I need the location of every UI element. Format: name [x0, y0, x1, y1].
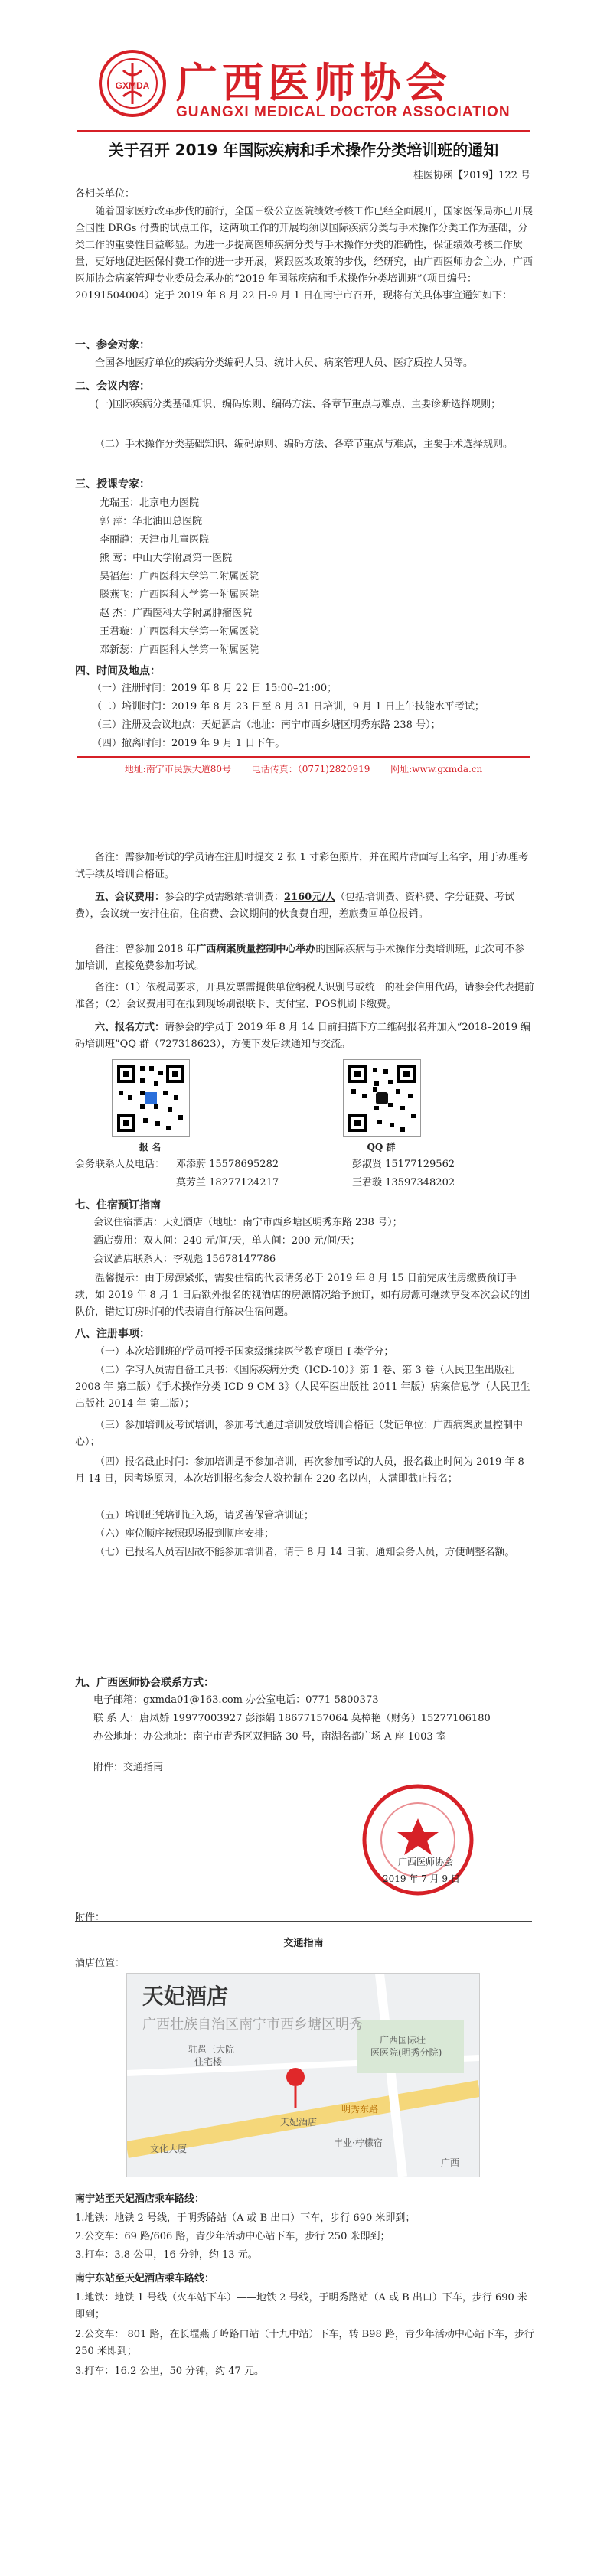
exam-note-b: 的国际疾病与手术操作分类培训班，此次可不参加培训，直接免费参加考试。 [75, 944, 525, 972]
notice-title: 关于召开 2019 年国际疾病和手术操作分类培训班的通知 [108, 141, 499, 159]
intro-paragraph: 随着国家医疗改革步伐的前行，全国三级公立医院绩效考核工作已经全面展开，国家医保局亦已开展全国性 DRGs 付费的试点工作，这两项工作的开展均须以国际疾病分类与手术操作分类工作为基础，分类工作的重要性日益彰显。为进一步提高医师疾病分类与手术操作分类的准确性，保证绩效考核工作质量，更好地促进医保付费工作的进一步开展，紧跟医改政策的步伐，经研究，由广西医师协会主办，广西医师协会病案管理专业委员会承办的“2019 年国际疾病和手术操作分类培训班”（项目编号：20191504004）定于 2019 年 8 月 22 日-9 月 1 日在南宁市召开，现将有关具体事宜通知如下： [75, 206, 534, 302]
section-2-heading: 二、会议内容： [75, 380, 150, 393]
contact-address: 办公地址：办公地址：南宁市青秀区双拥路 30 号，南湖名都广场 A 座 1003 室 [93, 1731, 446, 1743]
map-label: 明秀东路 [341, 2104, 379, 2115]
exam-note-bold: 广西病案质量控制中心举办 [196, 944, 316, 955]
registration-item: （一）本次培训班的学员可授予国家级继续医学教育项目 I 类学分； [95, 1346, 394, 1358]
map-label: 广西国际壮 [380, 2035, 426, 2046]
map-address-text: 广西壮族自治区南宁市西乡塘区明秀 [142, 2017, 363, 2033]
section-8-heading: 八、注册事项： [75, 1328, 150, 1340]
appendix-title: 交通指南 [283, 1938, 324, 1949]
hotel-info: 会议住宿酒店：天妃酒店（地址：南宁市西乡塘区明秀东路 238 号）； [93, 1217, 403, 1228]
expert-item: 郭 萍：华北油田总医院 [100, 516, 203, 527]
section-7-heading: 七、住宿预订指南 [75, 1199, 161, 1211]
org-name-en: GUANGXI MEDICAL DOCTOR ASSOCIATION [176, 104, 511, 120]
map-hotel-name: 天妃酒店 [142, 1984, 229, 2009]
exam-note-a: 备注：曾参加 2018 年 [95, 944, 197, 955]
registration-item: （五）培训班凭培训证入场，请妥善保管培训证； [95, 1510, 315, 1521]
expert-item: 赵 杰：广西医科大学附属肿瘤医院 [100, 608, 253, 619]
association-logo-icon [98, 49, 167, 118]
registration-qr-code-icon[interactable] [112, 1059, 190, 1137]
hotel-tip: 温馨提示：由于房源紧张，需要住宿的代表请务必于 2019 年 8 月 15 日前完成住房缴费预订手续，如 2019 年 8 月 1 日后额外报名的视酒店的房源情况给予预订，如有房源可继续享受本次会议的团队价，错过订房时间的代表请自行解决住宿问题。 [75, 1273, 530, 1318]
contact-item: 莫芳兰 18277124217 [176, 1177, 279, 1189]
exam-note [75, 941, 534, 975]
expert-item: 李丽静：天津市儿童医院 [100, 534, 210, 546]
hotel-location-label: 酒店位置： [75, 1958, 126, 1969]
schedule-item: （三）注册及会议地点：天妃酒店（地址：南宁市西乡塘区明秀东路 238 号）； [92, 719, 441, 731]
map-label: 文化大厦 [150, 2144, 188, 2154]
contact-item: 彭淑贤 15177129562 [352, 1159, 455, 1170]
appendix-label: 附件： [75, 1912, 106, 1923]
schedule-item: （一）注册时间：2019 年 8 月 22 日 15:00–21:00； [92, 683, 338, 694]
invoice-note: 备注：（1）依税局要求，开具发票需提供单位纳税人识别号或统一的社会信用代码，请参会代表提前准备；（2）会议费用可在报到现场刷银联卡、支付宝、POS机刷卡缴费。 [75, 982, 534, 1010]
header-rule [77, 130, 530, 132]
registration-item: （二）学习人员需自备工具书：《国际疾病分类（ICD-10）》第 1 卷、第 3 卷（人民卫生出版社 2008 年 第二版）《手术操作分类 ICD-9-CM-3》（人民军医出版社 2011 年版）病案信息学（人民卫生出版社 2014 年 第二版）； [75, 1365, 530, 1410]
qq-group-qr-label: QQ 群 [367, 1142, 396, 1153]
map-label: 医医院(明秀分院) [370, 2047, 442, 2058]
page-footer [0, 762, 607, 775]
appendix-divider [75, 1921, 532, 1922]
salutation: 各相关单位： [75, 188, 135, 200]
section-6-text: 请参会的学员于 2019 年 8 月 14 日前扫描下方二维码报名并加入“2018–2019 编码培训班”QQ 群（727318623），方便下发后续通知与交流。 [75, 1022, 531, 1050]
section-2-item-1: (一)国际疾病分类基础知识、编码原则、编码方法、各章节重点与难点、主要诊断选择规则； [95, 399, 501, 410]
contact-item: 王君璇 13597348202 [352, 1177, 455, 1189]
hotel-location-map[interactable] [126, 1973, 480, 2177]
section-5-paragraph [75, 889, 534, 923]
registration-item: （七）已报名人员若因故不能参加培训者，请于 8 月 14 日前，通知会务人员，方便调整名额。 [95, 1547, 515, 1558]
section-9-heading: 九、广西医师协会联系方式： [75, 1677, 214, 1689]
route-2-heading: 南宁东站至天妃酒店乘车路线： [75, 2273, 215, 2284]
expert-item: 吴福莲：广西医科大学第二附属医院 [100, 571, 259, 582]
route-item: 3.打车：16.2 公里，50 分钟，约 47 元。 [75, 2366, 264, 2377]
footer-phone: 电话传真：（0771)2820919 [251, 764, 370, 774]
section-1-text: 全国各地医疗单位的疾病分类编码人员、统计人员、病案管理人员、医疗质控人员等。 [95, 357, 474, 369]
fee-text-a: 参会的学员需缴纳培训费： [165, 892, 285, 903]
map-label: 住宅楼 [194, 2056, 223, 2067]
contact-item: 邓添蔚 15578695282 [176, 1159, 279, 1170]
map-label: 广西 [441, 2157, 460, 2168]
section-3-heading: 三、授课专家： [75, 478, 150, 491]
attachment-note: 附件：交通指南 [93, 1762, 164, 1773]
section-2-item-2: （二）手术操作分类基础知识、编码原则、编码方法、各章节重点与难点，主要手术选择规则。 [95, 439, 514, 450]
fee-text-b: （包括培训费、资料费、学分证费、考试费），会议统一安排住宿，住宿费、会议期间的伙食费自理，差旅费回单位报销。 [75, 892, 514, 920]
registration-item: （四）报名截止时间：参加培训是不参加培训，再次参加考试的人员，报名截止时间为 2019 年 8 月 14 日，因考场原因，本次培训报名参会人数控制在 220 名以内，人满即截止报名； [75, 1456, 524, 1485]
seal-org-name: 广西医师协会 [398, 1857, 454, 1867]
registration-qr-label: 报 名 [139, 1142, 162, 1153]
hotel-price: 酒店费用：双人间：240 元/间/天，单人间：200 元/间/天； [93, 1235, 361, 1247]
map-label: 丰业·柠檬宿 [334, 2137, 383, 2148]
seal-date: 2019 年 7 月 9 日 [383, 1873, 460, 1884]
route-item: 2.公交车： 801 路，在长堽燕子岭路口站（十九中站）下车，转 B98 路，青少年活动中心站下车，步行 250 米即到； [75, 2329, 534, 2357]
letterhead [0, 31, 607, 138]
map-label: 天妃酒店 [280, 2117, 318, 2128]
footer-address: 地址:南宁市民族大道80号 [124, 764, 232, 774]
section-6-paragraph [75, 1019, 534, 1053]
page-footer-rule [77, 756, 530, 758]
expert-item: 滕燕飞：广西医科大学第一附属医院 [100, 589, 259, 601]
section-5-heading: 五、会议费用： [95, 892, 165, 903]
section-1-heading: 一、参会对象： [75, 339, 150, 351]
qq-group-qr-code-icon[interactable] [343, 1059, 421, 1137]
route-1-heading: 南宁站至天妃酒店乘车路线： [75, 2193, 205, 2205]
route-item: 1.地铁：地铁 2 号线，于明秀路站（A 或 B 出口）下车，步行 690 米即到； [75, 2212, 416, 2224]
org-name-cn: 广西医师协会 [176, 59, 452, 107]
registration-item: （三）参加培训及考试培训，参加考试通过培训发放培训合格证（发证单位：广西病案质量控制中心）； [75, 1420, 524, 1448]
hotel-contact: 会议酒店联系人：李观彪 15678147786 [93, 1254, 276, 1265]
route-item: 2.公交车：69 路/606 路，青少年活动中心站下车，步行 250 米即到； [75, 2231, 390, 2242]
expert-item: 熊 莺：中山大学附属第一医院 [100, 553, 233, 564]
route-item: 1.地铁：地铁 1 号线（火车站下车）——地铁 2 号线，于明秀路站（A 或 B 出口）下车，步行 690 米即到； [75, 2292, 527, 2320]
expert-item: 尤瑞玉：北京电力医院 [100, 497, 200, 509]
logo-text: GXMDA [115, 80, 150, 91]
contacts-label: 会务联系人及电话： [75, 1159, 165, 1170]
footer-website: 网址:www.gxmda.cn [390, 764, 483, 774]
route-item: 3.打车：3.8 公里，16 分钟，约 13 元。 [75, 2249, 258, 2261]
fee-amount: 2160元/人 [284, 892, 335, 903]
expert-item: 邓新蕊：广西医科大学第一附属医院 [100, 644, 259, 656]
schedule-item: （四）撤离时间：2019 年 9 月 1 日下午。 [92, 738, 286, 749]
section-4-heading: 四、时间及地点： [75, 665, 161, 677]
registration-item: （六）座位顺序按照现场报到顺序安排； [95, 1528, 275, 1540]
section-6-heading: 六、报名方式： [95, 1022, 165, 1033]
schedule-item: （二）培训时间：2019 年 8 月 23 日至 8 月 31 日培训，9 月 1 日上午技能水平考试； [92, 701, 485, 712]
expert-item: 王君璇：广西医科大学第一附属医院 [100, 626, 259, 637]
photo-note: 备注：需参加考试的学员请在注册时提交 2 张 1 寸彩色照片，并在照片背面写上名字，用于办理考试手续及培训合格证。 [75, 852, 529, 880]
map-label: 驻邕三大院 [188, 2044, 235, 2055]
contact-persons: 联 系 人：唐凤娇 19977003927 彭添娟 18677157064 莫樟艳（财务）15277106180 [93, 1713, 491, 1724]
document-number: 桂医协函【2019】122 号 [413, 170, 531, 181]
contact-email: 电子邮箱：gxmda01@163.com 办公室电话：0771-5800373 [93, 1694, 379, 1706]
